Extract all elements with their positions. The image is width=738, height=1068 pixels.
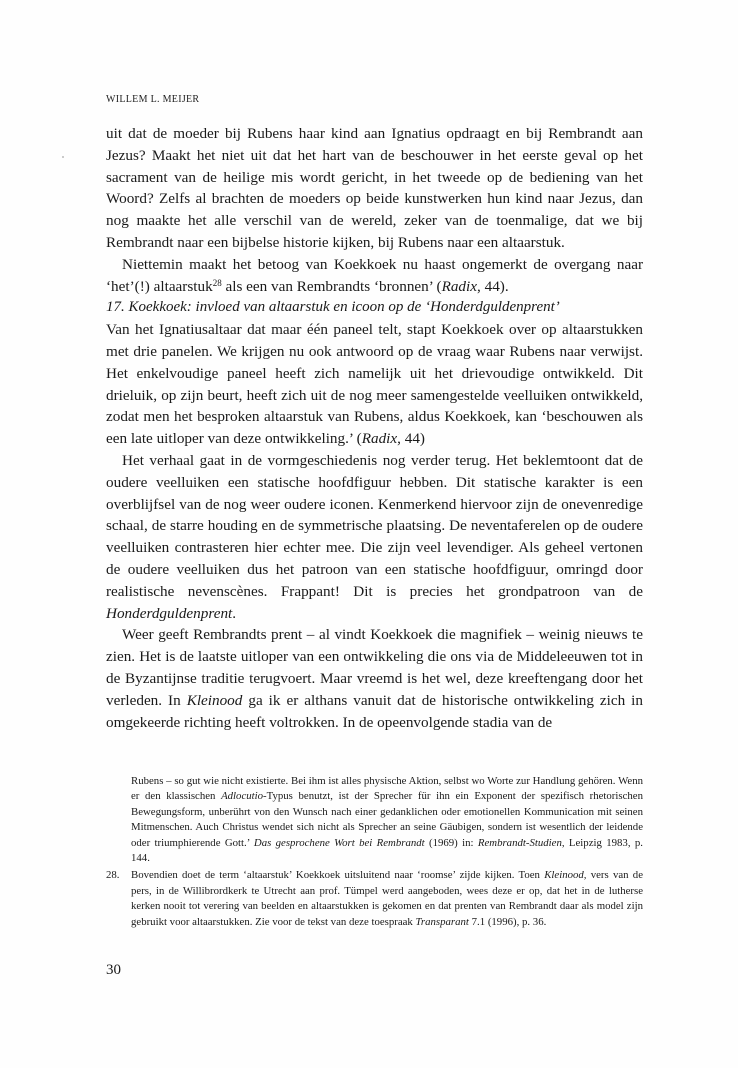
margin-speck <box>62 156 64 158</box>
paragraph-text: . <box>232 604 237 622</box>
section-heading: 17. Koekkoek: invloed van altaarstuk en icoon op de ‘Honderdguldenprent’ <box>106 299 560 316</box>
footnote-text: 7.1 (1996), p. 36. <box>468 915 547 928</box>
body-text <box>106 123 643 733</box>
paragraph-continued <box>106 123 643 254</box>
paragraph <box>106 254 643 298</box>
footnote-text: vers van de pers, in de Willibrordkerk te Utrecht aan prof. Tümpel werd aangeboden, wees deze er op, dat het in de lutherse kerken nooit tot verering van beelden en altaarstukken is gekomen en dat prenten van Rembrandt daar als model zijn gebruikt voor altaarstukken. Zie voor de tekst van deze toespraak <box>131 869 643 928</box>
paragraph <box>106 450 643 624</box>
footnote-italic: Transparant <box>415 915 469 928</box>
work-title: Kleinood <box>186 691 243 709</box>
footnote-number: 28. <box>106 869 120 882</box>
paragraph-text: , 44) <box>397 430 425 448</box>
footnote-italic: Kleinood, <box>544 869 587 882</box>
paragraph-text: Niettemin maakt het betoog van Koekkoek nu haast ongemerkt de overgang naar ‘het’(!) altaarstuk <box>106 255 643 295</box>
paragraph-text: Het verhaal gaat in de vormgeschiedenis nog verder terug. Het beklemtoont dat de oudere veelluiken een statische hoofdfiguur hebben. Dit statische karakter is een overblijfsel van de nog weer oudere iconen. Kenmerkend hiervoor zijn de onevenredige schaal, de starre houding en de symmetrische plaatsing. De neventaferelen op de oudere veelluiken contrasteren hier echter mee. Die zijn veel levendiger. Als geheel vertonen de oudere veelluiken dus het patroon van een statische hoofdfiguur, omringd door realistische nevenscènes. Frappant! Dit is precies het grondpatroon van de <box>106 451 643 600</box>
footnote-body <box>131 868 643 930</box>
paragraph-text: uit dat de moeder bij Rubens haar kind aan Ignatius opdraagt en bij Rembrandt aan Jezus? Maakt het niet uit dat het hart van de beschouwer in het eerste geval op het sacrament van de heilige mis wordt gericht, in het tweede op de bediening van het Woord? Zelfs al brachten de moeders op beide kunstwerken hun kind naar Jezus, dan nog maakte het alle verschil van de wereld, zeker van de toenmalige, dat we bij Rembrandt naar een bijbelse historie kijken, bij Rubens naar een altaarstuk. <box>106 125 643 251</box>
paragraph <box>106 319 643 450</box>
paragraph-text: Van het Ignatiusaltaar dat maar één paneel telt, stapt Koekkoek over op altaarstukken met drie panelen. We krijgen nu ook antwoord op de vraag waar Rubens naar verwijst. Het enkelvoudige paneel heeft zich namelijk uit het drievoudige ontwikkeld. Dit drieluik, op zijn beurt, heeft zich uit de nog meer samengestelde veelluiken ontwikkeld, zodat men het besproken altaarstuk van Rubens, aldus Koekkoek, kan ‘beschouwen als een late uitloper van deze ontwikkeling.’ ( <box>106 321 643 448</box>
paragraph-text: ga ik er althans vanuit dat de historische ontwikkeling zich in omgekeerde richting heeft voltrokken. In de opeenvolgende stadia van de <box>106 691 643 731</box>
paragraph-text: , 44). <box>477 277 509 295</box>
footnote-italic: Das gesprochene Wort bei Rembrandt <box>253 836 425 849</box>
citation-title: Radix <box>361 430 398 448</box>
page-number: 30 <box>106 962 121 978</box>
footnote-italic: Rembrandt-Studien <box>477 836 562 849</box>
footnote-text: -Typus benutzt, ist der Sprecher für ihn ein Exponent der spezifisch rhetorischen Bewegungsform, unberührt von den Wunsch nach einer gedanklichen oder emotionellen Kommunication mit seinen Mitmenschen. Auch Christus wendet sich nicht als Sprecher an seine Gäubigen, sondern ist wesentlich der leidende oder triumphierende Gott.’ <box>131 790 643 849</box>
paragraph-text: Weer geeft Rembrandts prent – al vindt Koekkoek die magnifiek – weinig nieuws te zien. Het is de laatste uitloper van een ontwikkeling die ons via de Middeleeuwen tot in de Byzantijnse traditie terugvoert. Maar vreemd is het wel, deze kreeftengang door het verleden. In <box>106 626 643 709</box>
paragraph-text: als een van Rembrandts ‘bronnen’ ( <box>221 277 442 295</box>
footnote-ref-28[interactable]: 28 <box>212 277 222 288</box>
work-title: Honderdguldenprent <box>106 604 233 622</box>
citation-title: Radix <box>441 277 477 295</box>
footnote-italic: Adlocutio <box>221 790 264 803</box>
footnote-text: Bovendien doet de term ‘altaarstuk’ Koekkoek uitsluitend naar ‘roomse’ zijde kijken. Toen <box>131 869 545 882</box>
footnote-text: (1969) in: <box>424 836 478 849</box>
running-head: WILLEM L. MEIJER <box>106 94 200 105</box>
footnote-28 <box>106 868 643 930</box>
footnote-text: , Leipzig 1983, p. 144. <box>131 836 643 865</box>
footnote-text: Rubens – so gut wie nicht existierte. Bei ihm ist alles physische Aktion, selbst wo Worte zur Handlung gehören. Wenn er den klassischen <box>131 775 643 803</box>
paragraph <box>106 624 643 733</box>
footnotes <box>106 774 643 930</box>
footnote-continued <box>106 774 643 866</box>
